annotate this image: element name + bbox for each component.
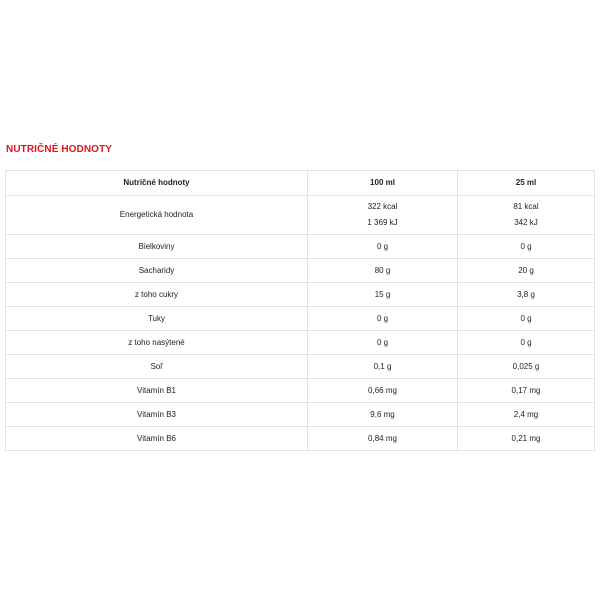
value-per-100ml: 80 g bbox=[308, 259, 458, 283]
table-row bbox=[6, 427, 595, 451]
table-row bbox=[6, 283, 595, 307]
section-title: NUTRIČNÉ HODNOTY bbox=[6, 144, 113, 155]
value-per-25ml: 0,17 mg bbox=[458, 379, 595, 403]
value-kcal: 322 kcal bbox=[367, 202, 398, 211]
table-row-energy bbox=[6, 196, 595, 235]
table-row bbox=[6, 403, 595, 427]
column-header-per-100ml: 100 ml bbox=[308, 171, 458, 196]
table-row bbox=[6, 307, 595, 331]
value-per-25ml: 0,21 mg bbox=[458, 427, 595, 451]
table-row bbox=[6, 331, 595, 355]
value-per-100ml: 0 g bbox=[308, 235, 458, 259]
column-header-nutrient: Nutričné hodnoty bbox=[6, 171, 308, 196]
value-per-25ml: 0 g bbox=[458, 331, 595, 355]
table-row bbox=[6, 355, 595, 379]
value-per-25ml: 2,4 mg bbox=[458, 403, 595, 427]
value-per-25ml: 0,025 g bbox=[458, 355, 595, 379]
value-per-100ml: 15 g bbox=[308, 283, 458, 307]
column-header-per-25ml: 25 ml bbox=[458, 171, 595, 196]
nutrient-label: z toho cukry bbox=[6, 283, 308, 307]
value-per-25ml: 0 g bbox=[458, 307, 595, 331]
value-per-25ml: 3,8 g bbox=[458, 283, 595, 307]
nutrient-label: Sacharidy bbox=[6, 259, 308, 283]
nutrient-label: Vitamín B1 bbox=[6, 379, 308, 403]
nutrition-table bbox=[5, 170, 595, 451]
nutrient-label: Energetická hodnota bbox=[6, 196, 308, 235]
value-per-100ml: 0,1 g bbox=[308, 355, 458, 379]
value-kcal: 81 kcal bbox=[513, 202, 539, 211]
value-per-25ml: 20 g bbox=[458, 259, 595, 283]
value-per-100ml: 0 g bbox=[308, 307, 458, 331]
value-kj: 342 kJ bbox=[514, 218, 538, 227]
nutrient-label: Bielkoviny bbox=[6, 235, 308, 259]
nutrient-label: Soľ bbox=[6, 355, 308, 379]
value-per-100ml: 0 g bbox=[308, 331, 458, 355]
table-row bbox=[6, 379, 595, 403]
nutrient-label: Vitamín B3 bbox=[6, 403, 308, 427]
table-row bbox=[6, 259, 595, 283]
nutrient-label: Tuky bbox=[6, 307, 308, 331]
nutrient-label: Vitamín B6 bbox=[6, 427, 308, 451]
value-per-100ml: 0,84 mg bbox=[308, 427, 458, 451]
value-per-100ml bbox=[308, 196, 458, 235]
value-per-100ml: 0,66 mg bbox=[308, 379, 458, 403]
value-kj: 1 369 kJ bbox=[367, 218, 398, 227]
value-per-25ml bbox=[458, 196, 595, 235]
table-header-row bbox=[6, 171, 595, 196]
table-row bbox=[6, 235, 595, 259]
nutrient-label: z toho nasýtené bbox=[6, 331, 308, 355]
value-per-25ml: 0 g bbox=[458, 235, 595, 259]
value-per-100ml: 9,6 mg bbox=[308, 403, 458, 427]
